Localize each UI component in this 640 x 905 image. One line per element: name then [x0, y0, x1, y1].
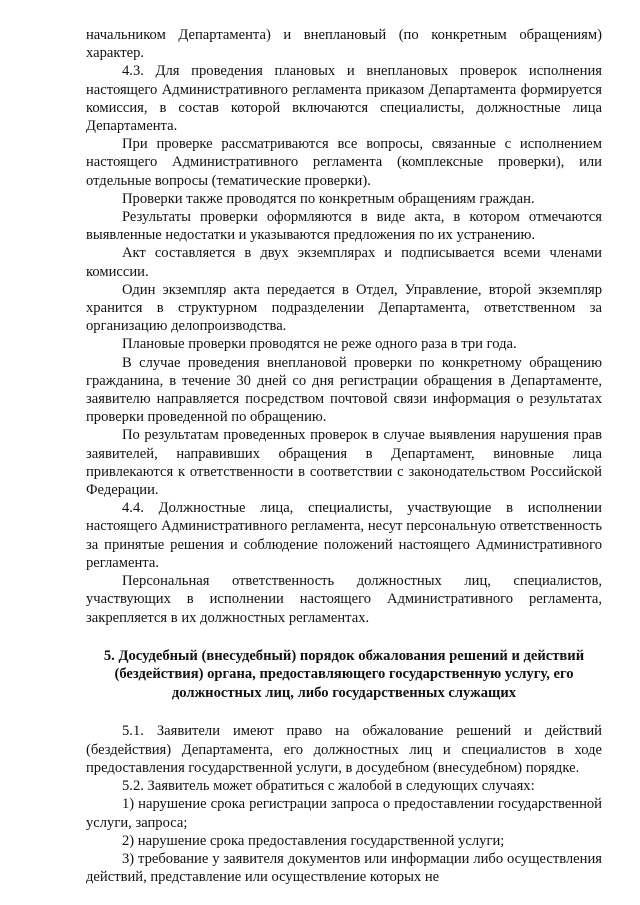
- paragraph: Проверки также проводятся по конкретным обращениям граждан.: [122, 190, 535, 207]
- paragraph: 2) нарушение срока предоставления государственной услуги;: [122, 832, 505, 849]
- paragraph: 4.4. Должностные лица, специалисты, участвующие в исполнении настоящего Административного регламента, несут персональную ответственность за принятые решения и соблюдение положений настоящего Административного регламента.: [86, 500, 602, 571]
- paragraph: 5.1. Заявители имеют право на обжалование решений и действий (бездействия) Департамента, его должностных лиц и специалистов в ходе предоставления государственной услуги, в досудебном (внесудебном) порядке.: [86, 723, 602, 776]
- paragraph: 4.3. Для проведения плановых и внеплановых проверок исполнения настоящего Административного регламента приказом Департамента формируется комиссия, в состав которой включаются специалисты, должностные лица Департамента.: [86, 63, 602, 135]
- paragraph: Акт составляется в двух экземплярах и подписывается всеми членами комиссии.: [86, 245, 602, 280]
- paragraph: Один экземпляр акта передается в Отдел, Управление, второй экземпляр хранится в структурном подразделении Департамента, ответственном за организацию делопроизводства.: [86, 281, 602, 335]
- paragraph: 1) нарушение срока регистрации запроса о предоставлении государственной услуги, запроса;: [86, 796, 602, 831]
- paragraph: Персональная ответственность должностных лиц, специалистов, участвующих в исполнении настоящего Административного регламента, закрепляется в их должностных регламентах.: [86, 573, 602, 626]
- paragraph: В случае проведения внеплановой проверки по конкретному обращению гражданина, в течение 30 дней со дня регистрации обращения в Департаменте, заявителю направляется посредством почтовой связи информация о результатах проверки проведенной по обращению.: [86, 354, 602, 426]
- paragraph: По результатам проведенных проверок в случае выявления нарушения прав заявителей, направивших обращения в Департамент, виновные лица привлекаются к ответственности в соответствии с законодательством Российской Федерации.: [86, 427, 602, 499]
- paragraph: 3) требование у заявителя документов или информации либо осуществления действий, представление или осуществление которых не: [86, 850, 602, 886]
- paragraph: Результаты проверки оформляются в виде акта, в котором отмечаются выявленные недостатки и указываются предложения по их устранению.: [86, 209, 602, 244]
- paragraph: При проверке рассматриваются все вопросы, связанные с исполнением настоящего Административного регламента (комплексные проверки), или отдельные вопросы (тематические проверки).: [86, 136, 602, 189]
- section-heading: 5. Досудебный (внесудебный) порядок обжалования решений и действий (бездействия) органа, предоставляющего государственную услугу, его должностных лиц, либо государственных служащих: [103, 647, 585, 701]
- paragraph: начальником Департамента) и внеплановый (по конкретным обращениям) характер.: [86, 27, 602, 62]
- paragraph: Плановые проверки проводятся не реже одного раза в три года.: [122, 336, 517, 353]
- paragraph: 5.2. Заявитель может обратиться с жалобой в следующих случаях:: [122, 778, 535, 795]
- document-page: [86, 26, 602, 886]
